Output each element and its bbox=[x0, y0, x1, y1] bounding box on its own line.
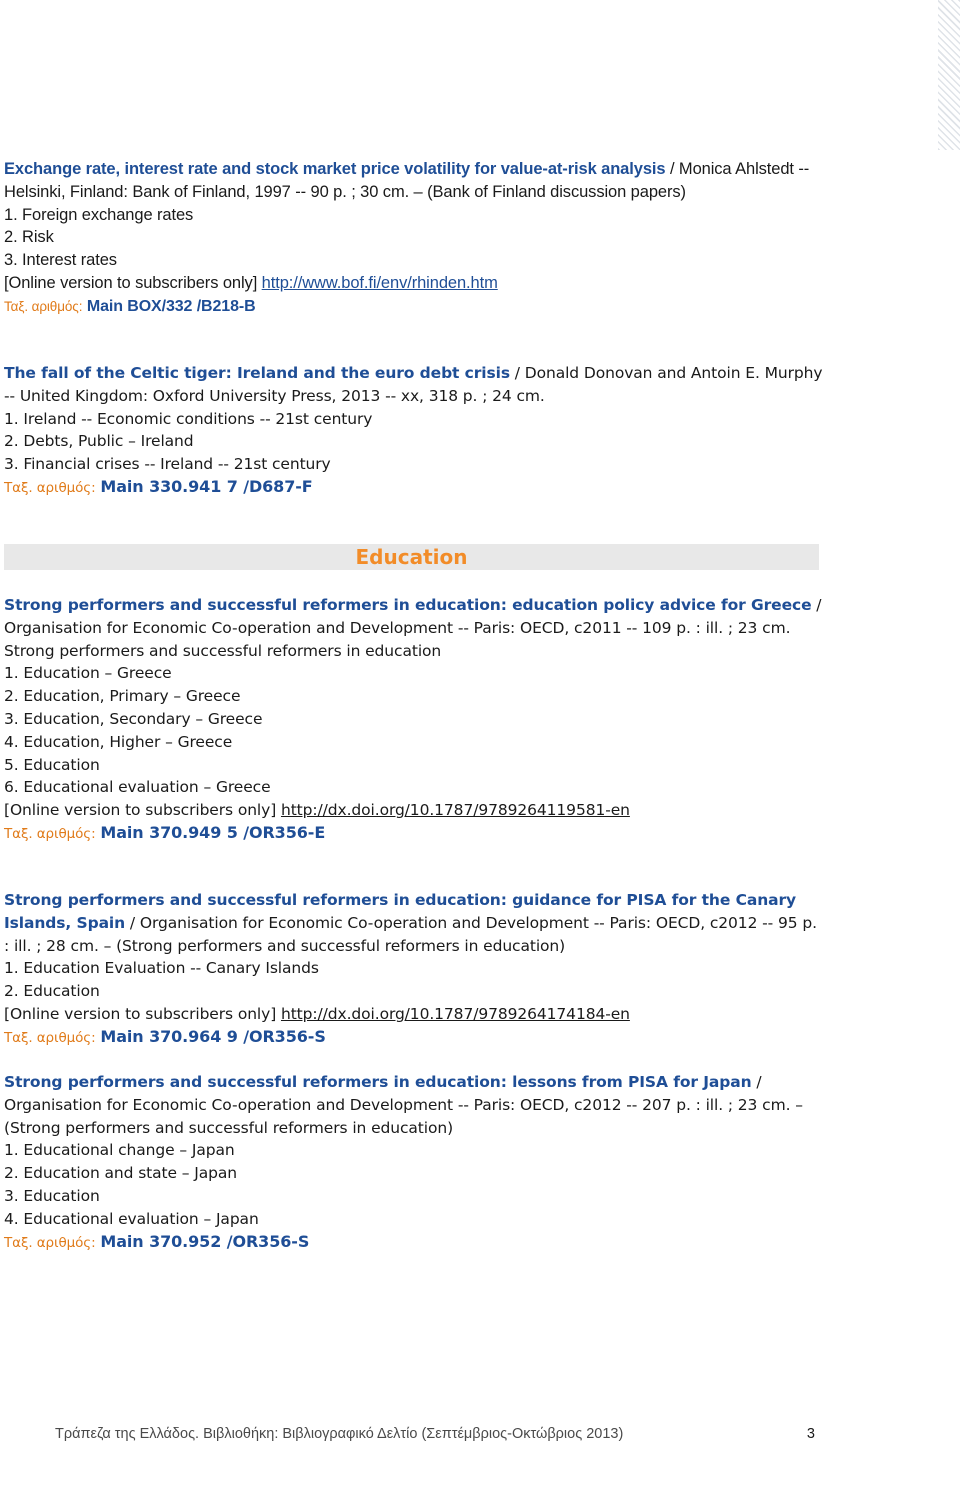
call-number: Main 370.952 /OR356-S bbox=[100, 1231, 310, 1251]
subject-heading: 2. Education bbox=[4, 982, 100, 1001]
section-header-bar bbox=[4, 544, 819, 570]
subject-heading: 4. Education, Higher – Greece bbox=[4, 732, 233, 751]
entry-description: / Donald Donovan and Antoin E. Murphy -- United Kingdom: Oxford University Press, 2013 -- xx, 318 p. ; 24 cm. bbox=[4, 364, 823, 405]
call-number: Main BOX/332 /B218-B bbox=[86, 297, 256, 315]
entry-description: / Organisation for Economic Co-operation and Development -- Paris: OECD, c2012 -- 207 p. : ill. ; 23 cm. – (Strong performers and successful reformers in education) bbox=[4, 1073, 803, 1137]
entry-title: Exchange rate, interest rate and stock market price volatility for value-at-risk analysis bbox=[4, 160, 666, 178]
online-version-link[interactable]: http://www.bof.fi/env/rhinden.htm bbox=[261, 273, 498, 292]
subject-heading: 5. Education bbox=[4, 755, 100, 774]
entry-title: Strong performers and successful reformers in education: guidance for PISA for the Canary Islands, Spain bbox=[4, 891, 797, 932]
subject-heading: Strong performers and successful reformers in education bbox=[4, 641, 442, 660]
subject-heading: 1. Foreign exchange rates bbox=[4, 205, 194, 224]
entry-description: / Organisation for Economic Co-operation and Development -- Paris: OECD, c2012 -- 95 p. : ill. ; 28 cm. – (Strong performers and successful reformers in education) bbox=[4, 913, 817, 955]
online-version-link[interactable]: http://dx.doi.org/10.1787/9789264119581-en bbox=[280, 801, 630, 820]
bib-entry bbox=[4, 594, 824, 846]
bib-entry bbox=[4, 889, 824, 1050]
subject-heading: 1. Education Evaluation -- Canary Islands bbox=[4, 959, 319, 978]
call-number-label: Ταξ. αριθμός: bbox=[4, 825, 96, 842]
call-number-label: Ταξ. αριθμός: bbox=[4, 298, 83, 314]
bib-entry bbox=[4, 158, 824, 319]
entry-description: / Organisation for Economic Co-operation and Development -- Paris: OECD, c2011 -- 109 p. : ill. ; 23 cm. bbox=[4, 596, 822, 637]
call-number-label: Ταξ. αριθμός: bbox=[4, 1029, 96, 1046]
decorative-stripes bbox=[938, 0, 960, 150]
subject-heading: 1. Ireland -- Economic conditions -- 21st century bbox=[4, 409, 373, 428]
online-version-label: [Online version to subscribers only] bbox=[4, 273, 262, 292]
subject-heading: 3. Financial crises -- Ireland -- 21st century bbox=[4, 455, 331, 474]
call-number-line bbox=[4, 822, 824, 846]
call-number-label: Ταξ. αριθμός: bbox=[4, 479, 96, 496]
online-version-link[interactable]: http://dx.doi.org/10.1787/9789264174184-en bbox=[280, 1004, 630, 1023]
call-number-line bbox=[4, 295, 824, 319]
subject-heading: 3. Education bbox=[4, 1186, 100, 1205]
entry-description: / Monica Ahlstedt -- Helsinki, Finland: Bank of Finland, 1997 -- 90 p. ; 30 cm. – (Bank of Finland discussion papers) bbox=[4, 160, 810, 201]
footer-text: Τράπεζα της Ελλάδος. Βιβλιοθήκη: Βιβλιογραφικό Δελτίο (Σεπτέμβριος-Οκτώβριος 2013) bbox=[55, 1426, 624, 1442]
subject-heading: 3. Interest rates bbox=[4, 251, 117, 270]
bib-entry bbox=[4, 362, 824, 500]
call-number-label: Ταξ. αριθμός: bbox=[4, 1234, 96, 1251]
bib-entry bbox=[4, 1071, 824, 1254]
call-number: Main 370.964 9 /OR356-S bbox=[100, 1026, 326, 1046]
call-number-line bbox=[4, 476, 824, 500]
online-version-label: [Online version to subscribers only] bbox=[4, 1004, 281, 1023]
subject-heading: 2. Education and state – Japan bbox=[4, 1164, 237, 1183]
call-number-line bbox=[4, 1231, 824, 1255]
page-number: 3 bbox=[806, 1426, 815, 1442]
subject-heading: 6. Educational evaluation – Greece bbox=[4, 778, 271, 797]
page-footer bbox=[55, 1426, 815, 1442]
subject-heading: 3. Education, Secondary – Greece bbox=[4, 709, 263, 728]
call-number: Main 330.941 7 /D687-F bbox=[100, 476, 313, 496]
call-number-line bbox=[4, 1026, 824, 1050]
online-version-line bbox=[4, 272, 824, 295]
subject-heading: 1. Educational change – Japan bbox=[4, 1141, 235, 1160]
online-version-line bbox=[4, 799, 824, 822]
online-version-label: [Online version to subscribers only] bbox=[4, 801, 281, 820]
subject-heading: 2. Debts, Public – Ireland bbox=[4, 432, 194, 451]
subject-heading: 2. Risk bbox=[4, 228, 54, 247]
entry-title: The fall of the Celtic tiger: Ireland and the euro debt crisis bbox=[4, 364, 510, 382]
section-title: Education bbox=[355, 545, 468, 569]
subject-heading: 1. Education – Greece bbox=[4, 664, 172, 683]
entry-title: Strong performers and successful reformers in education: lessons from PISA for Japan bbox=[4, 1073, 752, 1091]
subject-heading: 4. Educational evaluation – Japan bbox=[4, 1209, 259, 1228]
call-number: Main 370.949 5 /OR356-E bbox=[100, 822, 326, 842]
online-version-line bbox=[4, 1003, 824, 1026]
entry-title: Strong performers and successful reformers in education: education policy advice for Greece bbox=[4, 596, 812, 614]
subject-heading: 2. Education, Primary – Greece bbox=[4, 687, 241, 706]
